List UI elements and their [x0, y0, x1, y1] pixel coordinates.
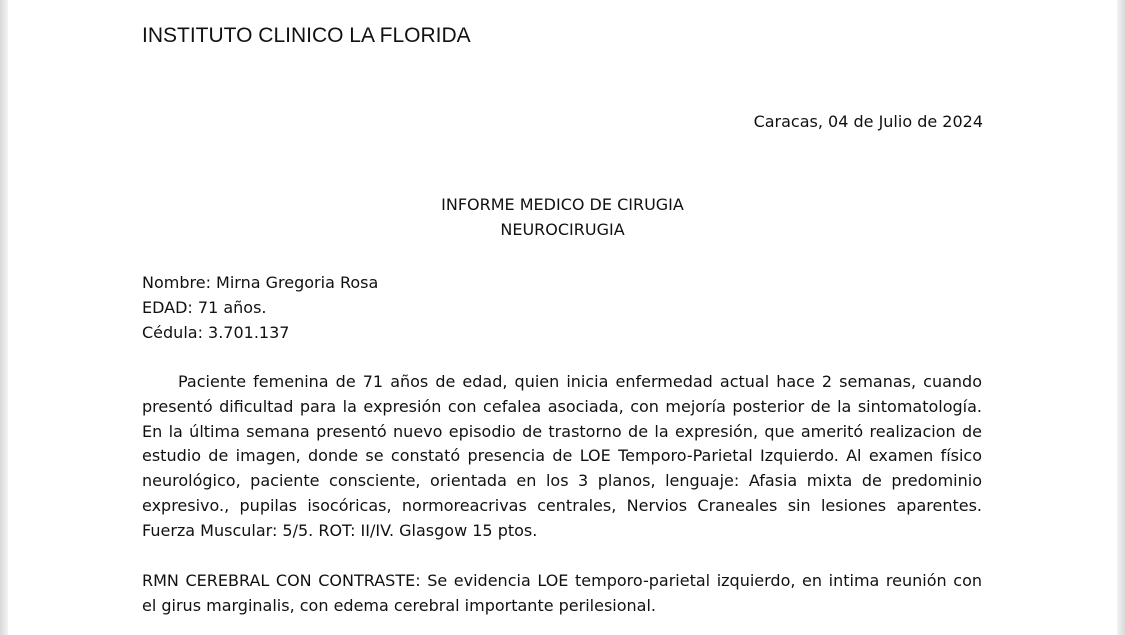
patient-age: EDAD: 71 años. [142, 298, 267, 317]
clinical-history-paragraph: Paciente femenina de 71 años de edad, quien inicia enfermedad actual hace 2 semanas, cuando presentó dificultad para la expresión con cefalea asociada, con mejoría posterior de la sintomatología. En la última semana presentó nuevo episodio de trastorno de la expresión, que ameritó realizacion de estudio de imagen, donde se constató presencia de LOE Temporo-Parietal Izquierdo. Al examen físico neurológico, paciente consciente, orientada en los 3 planos, lenguaje: Afasia mixta de predominio expresivo., pupilas isocóricas, normoreacrivas centrales, Nervios Craneales sin lesiones aparentes. Fuerza Muscular: 5/5. ROT: II/IV. Glasgow 15 ptos. [142, 372, 982, 540]
page-right-edge [1117, 0, 1125, 635]
patient-name: Nombre: Mirna Gregoria Rosa [142, 273, 379, 292]
report-subtitle: NEUROCIRUGIA [500, 220, 625, 239]
mri-findings-paragraph: RMN CEREBRAL CON CONTRASTE: Se evidencia LOE temporo-parietal izquierdo, en intima reunión con el girus marginalis, con edema cerebral importante perilesional. [142, 571, 982, 615]
institution-name: INSTITUTO CLINICO LA FLORIDA [142, 24, 471, 47]
page-left-edge [0, 0, 8, 635]
report-title: INFORME MEDICO DE CIRUGIA [441, 195, 684, 214]
document-page [8, 0, 1117, 635]
patient-id: Cédula: 3.701.137 [142, 323, 290, 342]
date-line: Caracas, 04 de Julio de 2024 [753, 112, 983, 131]
patient-info [142, 270, 378, 345]
